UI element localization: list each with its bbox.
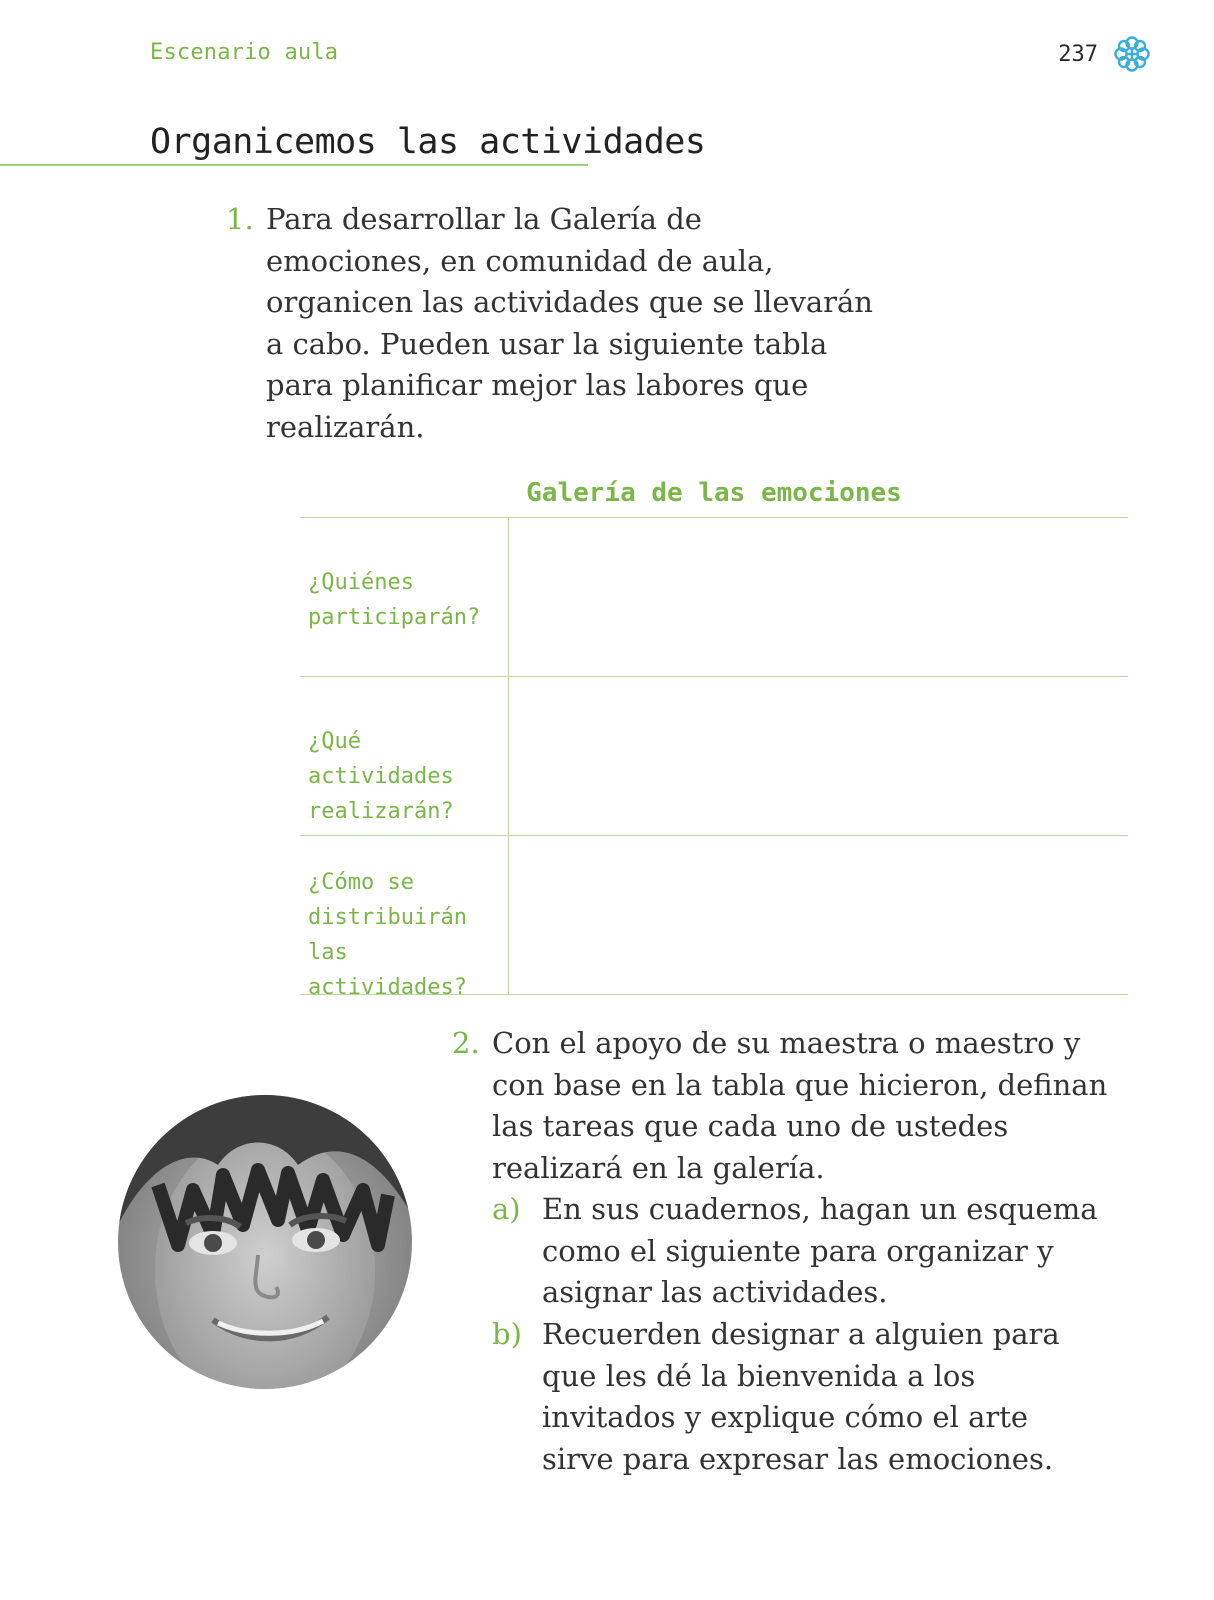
subitem-text: En sus cuadernos, hagan un esquema como el siguiente para organizar y asignar las actividades. xyxy=(542,1192,1098,1309)
subitem-letter: b) xyxy=(492,1317,522,1351)
table-cell-participants[interactable] xyxy=(510,518,1126,675)
subitem-text: Recuerden designar a alguien para que les dé la bienvenida a los invitados y explique cómo el arte sirve para expresar las emociones. xyxy=(542,1317,1060,1476)
table-cell-activities[interactable] xyxy=(510,677,1126,834)
subitem-letter: a) xyxy=(492,1192,521,1226)
section-title: Organicemos las actividades xyxy=(150,122,706,162)
table-row-label-distribution: ¿Cómo se distribuirán las actividades? xyxy=(308,870,467,1000)
running-header-section: Escenario aula xyxy=(150,40,339,65)
table-row-label-activities: ¿Qué actividades realizarán? xyxy=(308,729,454,824)
page-number: 237 xyxy=(1058,41,1098,67)
table-column-divider xyxy=(508,517,509,995)
item-number: 2. xyxy=(452,1026,480,1060)
item-text: Con el apoyo de su maestra o maestro y con base en la tabla que hicieron, definan las tareas que cada uno de ustedes realizará en la galería. xyxy=(492,1026,1108,1185)
table-title: Galería de las emociones xyxy=(526,478,902,508)
item-text: Para desarrollar la Galería de emociones, en comunidad de aula, organicen las actividades que se llevarán a cabo. Pueden usar la siguiente tabla para planificar mejor las labores que realizarán. xyxy=(266,202,873,444)
table-row-label-participants: ¿Quiénes participarán? xyxy=(308,570,481,630)
item-number: 1. xyxy=(226,202,254,236)
table-cell-distribution[interactable] xyxy=(510,836,1126,993)
title-underline xyxy=(0,164,588,166)
child-portrait-illustration xyxy=(118,1095,412,1389)
planning-table xyxy=(300,517,1128,1000)
page-header-right xyxy=(1058,34,1152,74)
child-portrait-photo xyxy=(118,1095,412,1389)
flower-logo-icon xyxy=(1112,34,1152,74)
